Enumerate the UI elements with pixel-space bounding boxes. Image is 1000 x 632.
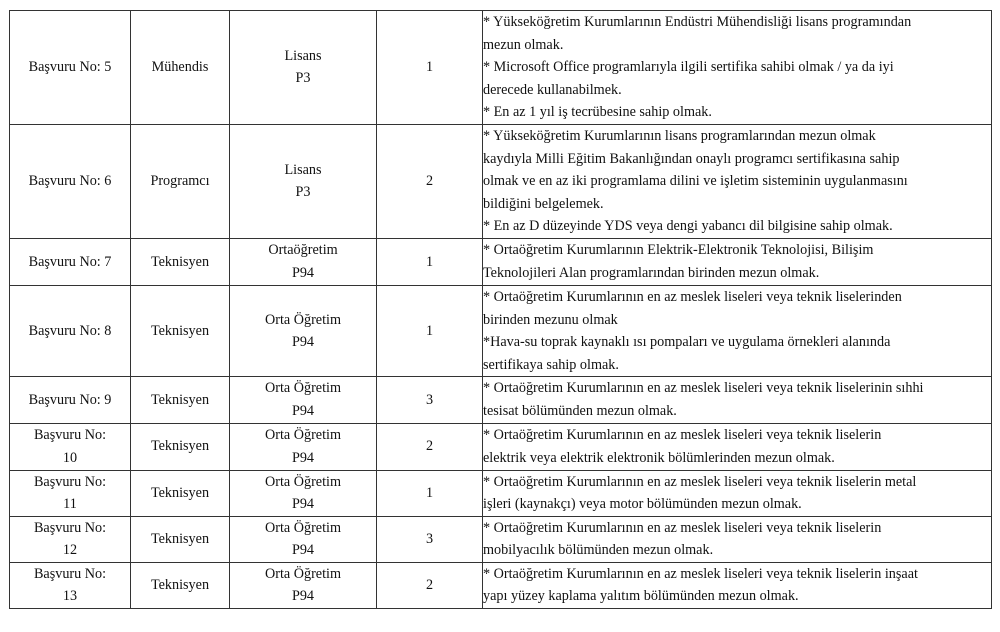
kpss-score-type-text: P3	[295, 70, 311, 87]
education-level-text: Orta Öğretim	[264, 311, 342, 328]
application-number-text: Başvuru No:	[33, 426, 107, 443]
requirement-line: * Ortaöğretim Kurumlarının en az meslek liseleri veya teknik liselerinin sıhhi	[483, 380, 924, 397]
application-number-text: Başvuru No: 7	[28, 253, 112, 270]
table-row	[10, 11, 992, 125]
application-number-cell	[10, 470, 131, 516]
application-number-text: 13	[62, 588, 78, 605]
kpss-score-type-text: P94	[291, 588, 315, 605]
education-level-text: Orta Öğretim	[264, 380, 342, 397]
requirement-line: yapı yüzey kaplama yalıtım bölümünden mezun olmak.	[483, 588, 799, 605]
requirement-line: * Ortaöğretim Kurumlarının en az meslek liseleri veya teknik liselerin	[483, 426, 882, 443]
requirement-line: * Microsoft Office programlarıyla ilgili sertifika sahibi olmak / ya da iyi	[483, 59, 894, 76]
requirement-line: * Ortaöğretim Kurumlarının en az meslek liseleri veya teknik liselerin	[483, 519, 882, 536]
application-number-cell	[10, 238, 131, 285]
table-row	[10, 562, 992, 608]
table-row	[10, 124, 992, 238]
application-number-text: Başvuru No:	[33, 519, 107, 536]
requirement-line: derecede kullanabilmek.	[483, 81, 622, 98]
requirements-cell	[483, 423, 992, 470]
requirement-line: elektrik veya elektrik elektronik bölümlerinden mezun olmak.	[483, 449, 835, 466]
education-level-cell	[230, 470, 377, 516]
requirement-line: *Hava-su toprak kaynaklı ısı pompaları ve uygulama örnekleri alanında	[483, 334, 891, 351]
requirements-cell	[483, 124, 992, 238]
application-number-cell	[10, 423, 131, 470]
position-title-cell: Teknisyen	[131, 423, 230, 470]
education-level-text: Ortaöğretim	[268, 242, 338, 259]
requirements-cell	[483, 377, 992, 423]
table-row	[10, 238, 992, 285]
application-number-text: Başvuru No:	[33, 473, 107, 490]
application-number-text: Başvuru No: 6	[28, 173, 112, 190]
requirement-line: * Ortaöğretim Kurumlarının en az meslek liseleri veya teknik liselerin metal	[483, 473, 917, 490]
position-title-cell: Teknisyen	[131, 470, 230, 516]
kpss-score-type-text: P94	[291, 496, 315, 513]
requirement-line: bildiğini belgelemek.	[483, 195, 604, 212]
table-row	[10, 377, 992, 423]
requirement-line: * En az 1 yıl iş tecrübesine sahip olmak.	[483, 104, 712, 121]
education-level-text: Lisans	[284, 161, 322, 178]
education-level-cell	[230, 562, 377, 608]
application-number-text: 12	[62, 542, 78, 559]
requirement-line: mezun olmak.	[483, 36, 564, 53]
application-number-text: Başvuru No:	[33, 565, 107, 582]
kpss-score-type-text: P3	[295, 184, 311, 201]
requirement-line: mobilyacılık bölümünden mezun olmak.	[483, 542, 714, 559]
education-level-text: Lisans	[284, 47, 322, 64]
requirement-line: * Ortaöğretim Kurumlarının en az meslek liseleri veya teknik liselerinden	[483, 288, 902, 305]
kpss-score-type-text: P94	[291, 449, 315, 466]
position-title-cell: Teknisyen	[131, 562, 230, 608]
education-level-cell	[230, 11, 377, 125]
position-title-cell: Programcı	[131, 124, 230, 238]
application-number-text: Başvuru No: 9	[28, 391, 112, 408]
requirement-line: işleri (kaynakçı) veya motor bölümünden mezun olmak.	[483, 496, 802, 513]
application-number-text: 10	[62, 449, 78, 466]
position-count-cell: 3	[377, 377, 483, 423]
position-title-cell: Teknisyen	[131, 238, 230, 285]
kpss-score-type-text: P94	[291, 334, 315, 351]
application-number-text: Başvuru No: 8	[28, 322, 112, 339]
requirements-cell	[483, 470, 992, 516]
kpss-score-type-text: P94	[291, 402, 315, 419]
education-level-text: Orta Öğretim	[264, 473, 342, 490]
requirement-line: kaydıyla Milli Eğitim Bakanlığından onaylı programcı sertifikasına sahip	[483, 150, 900, 167]
requirements-cell	[483, 516, 992, 562]
requirement-line: sertifikaya sahip olmak.	[483, 356, 619, 373]
job-requirements-table	[9, 10, 992, 609]
position-count-cell: 1	[377, 285, 483, 376]
application-number-text: 11	[63, 496, 77, 513]
position-count-cell: 2	[377, 562, 483, 608]
education-level-text: Orta Öğretim	[264, 519, 342, 536]
position-count-cell: 1	[377, 238, 483, 285]
table-row	[10, 516, 992, 562]
application-number-cell	[10, 516, 131, 562]
requirement-line: * Yükseköğretim Kurumlarının Endüstri Mühendisliği lisans programından	[483, 14, 912, 30]
application-number-cell	[10, 377, 131, 423]
education-level-cell	[230, 124, 377, 238]
table-body	[10, 11, 992, 609]
application-number-cell	[10, 124, 131, 238]
position-title-cell: Teknisyen	[131, 285, 230, 376]
position-count-cell: 2	[377, 423, 483, 470]
requirements-cell	[483, 238, 992, 285]
education-level-cell	[230, 238, 377, 285]
kpss-score-type-text: P94	[291, 264, 315, 281]
education-level-cell	[230, 285, 377, 376]
education-level-cell	[230, 377, 377, 423]
application-number-cell	[10, 285, 131, 376]
position-count-cell: 2	[377, 124, 483, 238]
requirement-line: birinden mezunu olmak	[483, 311, 618, 328]
requirement-line: * Ortaöğretim Kurumlarının en az meslek liseleri veya teknik liselerin inşaat	[483, 565, 918, 582]
requirements-cell	[483, 285, 992, 376]
kpss-score-type-text: P94	[291, 542, 315, 559]
requirement-line: olmak ve en az iki programlama dilini ve işletim sisteminin uygulanmasını	[483, 173, 908, 190]
education-level-cell	[230, 516, 377, 562]
requirement-line: * Yükseköğretim Kurumlarının lisans programlarından mezun olmak	[483, 127, 876, 144]
position-count-cell: 1	[377, 470, 483, 516]
table-row	[10, 285, 992, 376]
application-number-cell	[10, 11, 131, 125]
position-title-cell: Mühendis	[131, 11, 230, 125]
position-title-cell: Teknisyen	[131, 377, 230, 423]
application-number-text: Başvuru No: 5	[28, 59, 112, 76]
application-number-cell	[10, 562, 131, 608]
education-level-text: Orta Öğretim	[264, 565, 342, 582]
requirement-line: tesisat bölümünden mezun olmak.	[483, 402, 677, 419]
requirement-line: * Ortaöğretim Kurumlarının Elektrik-Elektronik Teknolojisi, Bilişim	[483, 242, 874, 259]
position-title-cell: Teknisyen	[131, 516, 230, 562]
position-count-cell: 3	[377, 516, 483, 562]
requirement-line: * En az D düzeyinde YDS veya dengi yabancı dil bilgisine sahip olmak.	[483, 218, 893, 235]
position-count-cell: 1	[377, 11, 483, 125]
requirements-cell	[483, 562, 992, 608]
requirement-line: Teknolojileri Alan programlarından birinden mezun olmak.	[483, 264, 820, 281]
requirements-cell	[483, 11, 992, 125]
table-row	[10, 470, 992, 516]
education-level-cell	[230, 423, 377, 470]
education-level-text: Orta Öğretim	[264, 426, 342, 443]
table-row	[10, 423, 992, 470]
